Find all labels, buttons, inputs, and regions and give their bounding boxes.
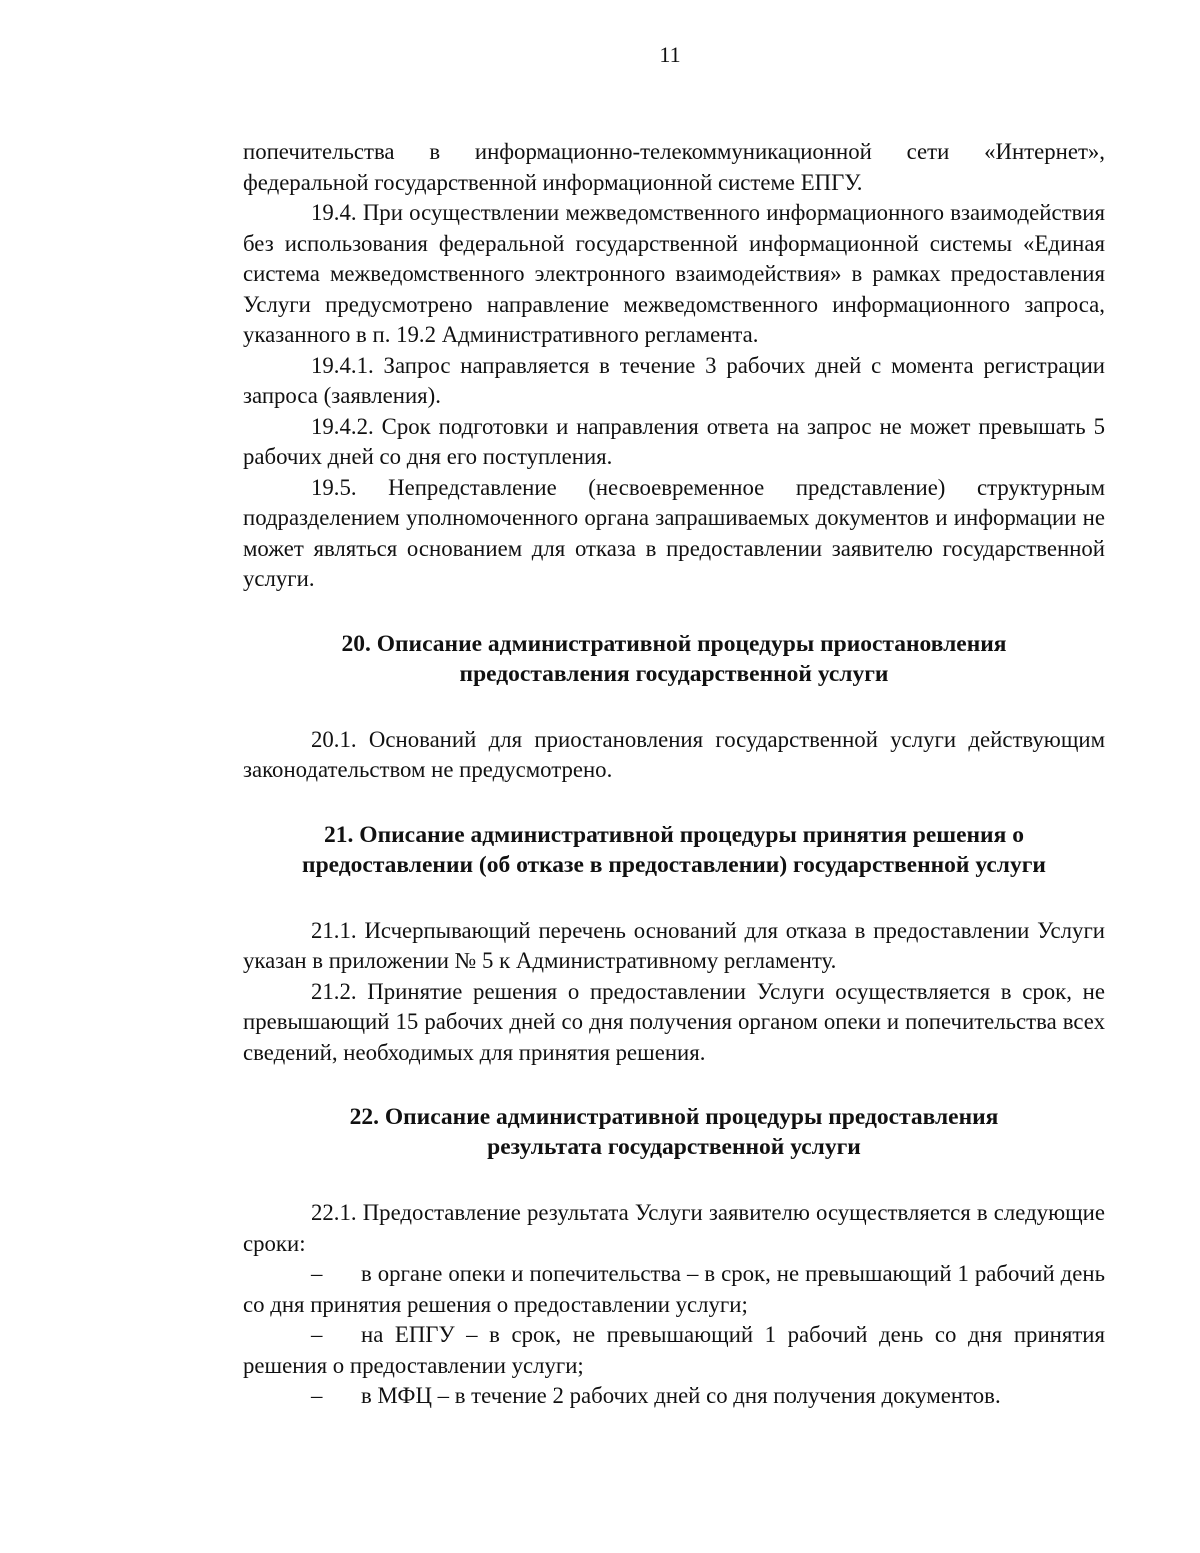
list-item-text: на ЕПГУ – в срок, не превышающий 1 рабочий день со дня принятия решения о предоставлении услуги;	[243, 1322, 1105, 1378]
list-item	[243, 1320, 1105, 1381]
paragraph: 21.1. Исчерпывающий перечень оснований для отказа в предоставлении Услуги указан в приложении № 5 к Административному регламенту.	[243, 917, 1105, 973]
section-heading-line: предоставлении (об отказе в предоставлении) государственной услуги	[302, 851, 1046, 878]
paragraph: 19.4. При осуществлении межведомственного информационного взаимодействия без использования федеральной государственной информационной системы «Единая система межведомственного электронного взаимодействия» в рамках предоставления Услуги предусмотрено направление межведомственного информационного запроса, указанного в п. 19.2 Административного регламента.	[243, 200, 1105, 347]
section-heading-line: 21. Описание административной процедуры принятия решения о	[324, 821, 1024, 848]
section-heading-line: предоставления государственной услуги	[459, 660, 889, 687]
list-item	[243, 1381, 1105, 1412]
spacer	[243, 786, 1105, 820]
paragraph: 20.1. Оснований для приостановления государственной услуги действующим законодательством не предусмотрено.	[243, 726, 1105, 782]
section-heading-line: 22. Описание административной процедуры предоставления	[349, 1104, 999, 1130]
section-heading-line: 20. Описание административной процедуры приостановления	[341, 630, 1007, 657]
spacer	[243, 595, 1105, 629]
list-item-text: в МФЦ – в течение 2 рабочих дней со дня получения документов.	[361, 1383, 1001, 1408]
list-dash-marker: –	[311, 1383, 323, 1408]
document-body	[243, 137, 1105, 1412]
paragraph: 19.4.1. Запрос направляется в течение 3 рабочих дней с момента регистрации запроса (заявления).	[243, 352, 1105, 408]
section-heading	[243, 820, 1105, 880]
section-heading	[243, 1102, 1105, 1162]
spacer	[243, 1068, 1105, 1102]
spacer	[243, 1162, 1105, 1198]
list-dash-marker: –	[311, 1322, 323, 1347]
section-heading	[243, 629, 1105, 689]
spacer	[243, 880, 1105, 916]
spacer	[243, 689, 1105, 725]
list-item-text: в органе опеки и попечительства – в срок, не превышающий 1 рабочий день со дня принятия решения о предоставлении услуги;	[243, 1261, 1105, 1317]
paragraph: 19.5. Непредставление (несвоевременное представление) структурным подразделением уполномоченного органа запрашиваемых документов и информации не может являться основанием для отказа в предоставлении заявителю государственной услуги.	[243, 474, 1105, 591]
list-dash-marker: –	[311, 1261, 323, 1286]
paragraph: 19.4.2. Срок подготовки и направления ответа на запрос не может превышать 5 рабочих дней со дня его поступления.	[243, 413, 1105, 469]
page-number: 11	[659, 42, 681, 67]
paragraph: 22.1. Предоставление результата Услуги заявителю осуществляется в следующие сроки:	[243, 1200, 1105, 1256]
section-heading-line: результата государственной услуги	[487, 1134, 861, 1160]
list-item	[243, 1259, 1105, 1320]
paragraph: 21.2. Принятие решения о предоставлении Услуги осуществляется в срок, не превышающий 15 рабочих дней со дня получения органом опеки и попечительства всех сведений, необходимых для принятия решения.	[243, 978, 1105, 1065]
paragraph: попечительства в информационно-телекоммуникационной сети «Интернет», федеральной государственной информационной системе ЕПГУ.	[243, 139, 1105, 195]
